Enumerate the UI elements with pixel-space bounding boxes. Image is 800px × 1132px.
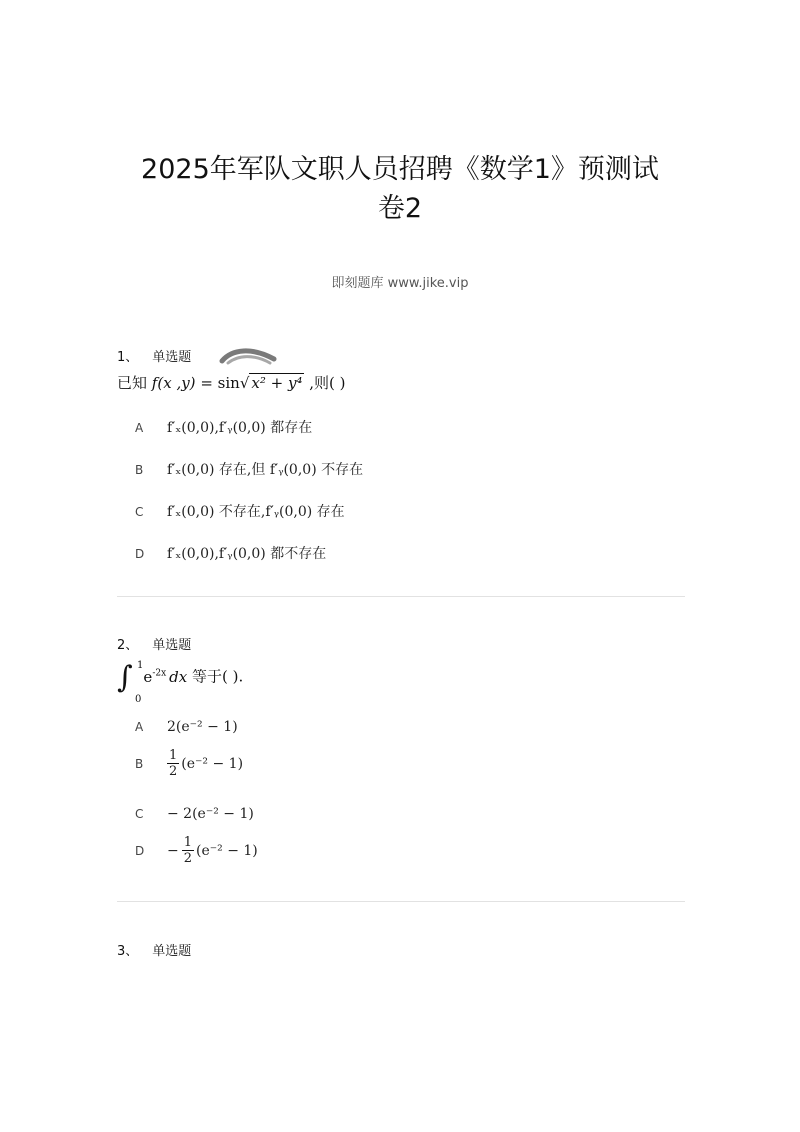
stem-function: f: [151, 374, 158, 392]
option-label: A: [135, 421, 144, 435]
question-number: 1、: [117, 350, 139, 365]
stem-args: (x ,y): [157, 374, 196, 392]
question-1-header: [117, 346, 191, 365]
fraction: [182, 835, 194, 866]
option-text: − 2(e⁻² − 1): [167, 806, 254, 822]
option-label: C: [135, 505, 144, 519]
differential: dx: [169, 667, 188, 686]
question-number: 2、: [117, 638, 139, 653]
option-text: (e⁻² − 1): [196, 843, 258, 859]
integral-upper-limit: 1: [137, 660, 144, 671]
exp-base: e: [143, 667, 153, 686]
option-label: B: [135, 463, 144, 477]
stem-equals: = sin: [195, 374, 240, 392]
integral-lower-limit: 0: [135, 694, 142, 705]
site-credit: 即刻题库 www.jike.vip: [331, 276, 469, 291]
q1-option-d[interactable]: [135, 543, 326, 563]
title-line-2: 卷2: [377, 193, 423, 224]
fraction: [167, 748, 179, 779]
fraction-numerator: 1: [183, 835, 193, 850]
sqrt-radicand: x² + y⁴: [251, 374, 303, 392]
option-label: A: [135, 720, 144, 734]
q2-option-c[interactable]: [135, 803, 254, 822]
question-1-stem: [117, 372, 345, 393]
document-title: [100, 150, 700, 228]
q1-option-c[interactable]: [135, 501, 345, 521]
option-text: (e⁻² − 1): [181, 756, 244, 772]
option-text: f′ₓ(0,0),f′ᵧ(0,0) 都不存在: [167, 546, 327, 562]
integral-sign: ∫: [117, 660, 133, 695]
option-text: f′ₓ(0,0) 存在,但 f′ᵧ(0,0) 不存在: [167, 462, 364, 478]
exp-power: -2x: [152, 668, 167, 679]
title-line-1: 2025年军队文职人员招聘《数学1》预测试: [141, 154, 659, 185]
option-label: D: [135, 547, 145, 561]
stem-suffix: ,则( ): [304, 374, 346, 392]
question-divider: [117, 901, 685, 902]
fraction-numerator: 1: [169, 748, 178, 763]
q1-option-b[interactable]: [135, 459, 363, 479]
question-3-header: [117, 940, 191, 959]
question-divider: [117, 596, 685, 597]
sqrt-sign: √: [239, 374, 250, 392]
option-label: B: [135, 757, 144, 771]
question-type: 单选题: [152, 350, 192, 365]
question-number: 3、: [117, 944, 139, 959]
option-text: f′ₓ(0,0),f′ᵧ(0,0) 都存在: [167, 420, 313, 436]
stem-prefix: 已知: [117, 374, 148, 392]
option-text: f′ₓ(0,0) 不存在,f′ᵧ(0,0) 存在: [167, 504, 345, 520]
option-label: C: [135, 807, 144, 821]
q2-option-a[interactable]: [135, 716, 238, 735]
question-type: 单选题: [152, 944, 192, 959]
fraction-denominator: 2: [183, 851, 193, 866]
scribble-mark: [218, 345, 278, 367]
question-2-stem: [117, 660, 243, 708]
q1-option-a[interactable]: [135, 417, 312, 437]
fraction-denominator: 2: [169, 764, 178, 779]
option-text: 2(e⁻² − 1): [167, 719, 238, 735]
question-2-header: [117, 634, 191, 653]
question-type: 单选题: [152, 638, 192, 653]
option-sign: −: [167, 843, 179, 859]
q2-option-b[interactable]: [135, 748, 243, 779]
option-label: D: [135, 844, 145, 858]
stem-tail: 等于( ).: [187, 667, 244, 686]
q2-option-d[interactable]: [135, 835, 258, 866]
